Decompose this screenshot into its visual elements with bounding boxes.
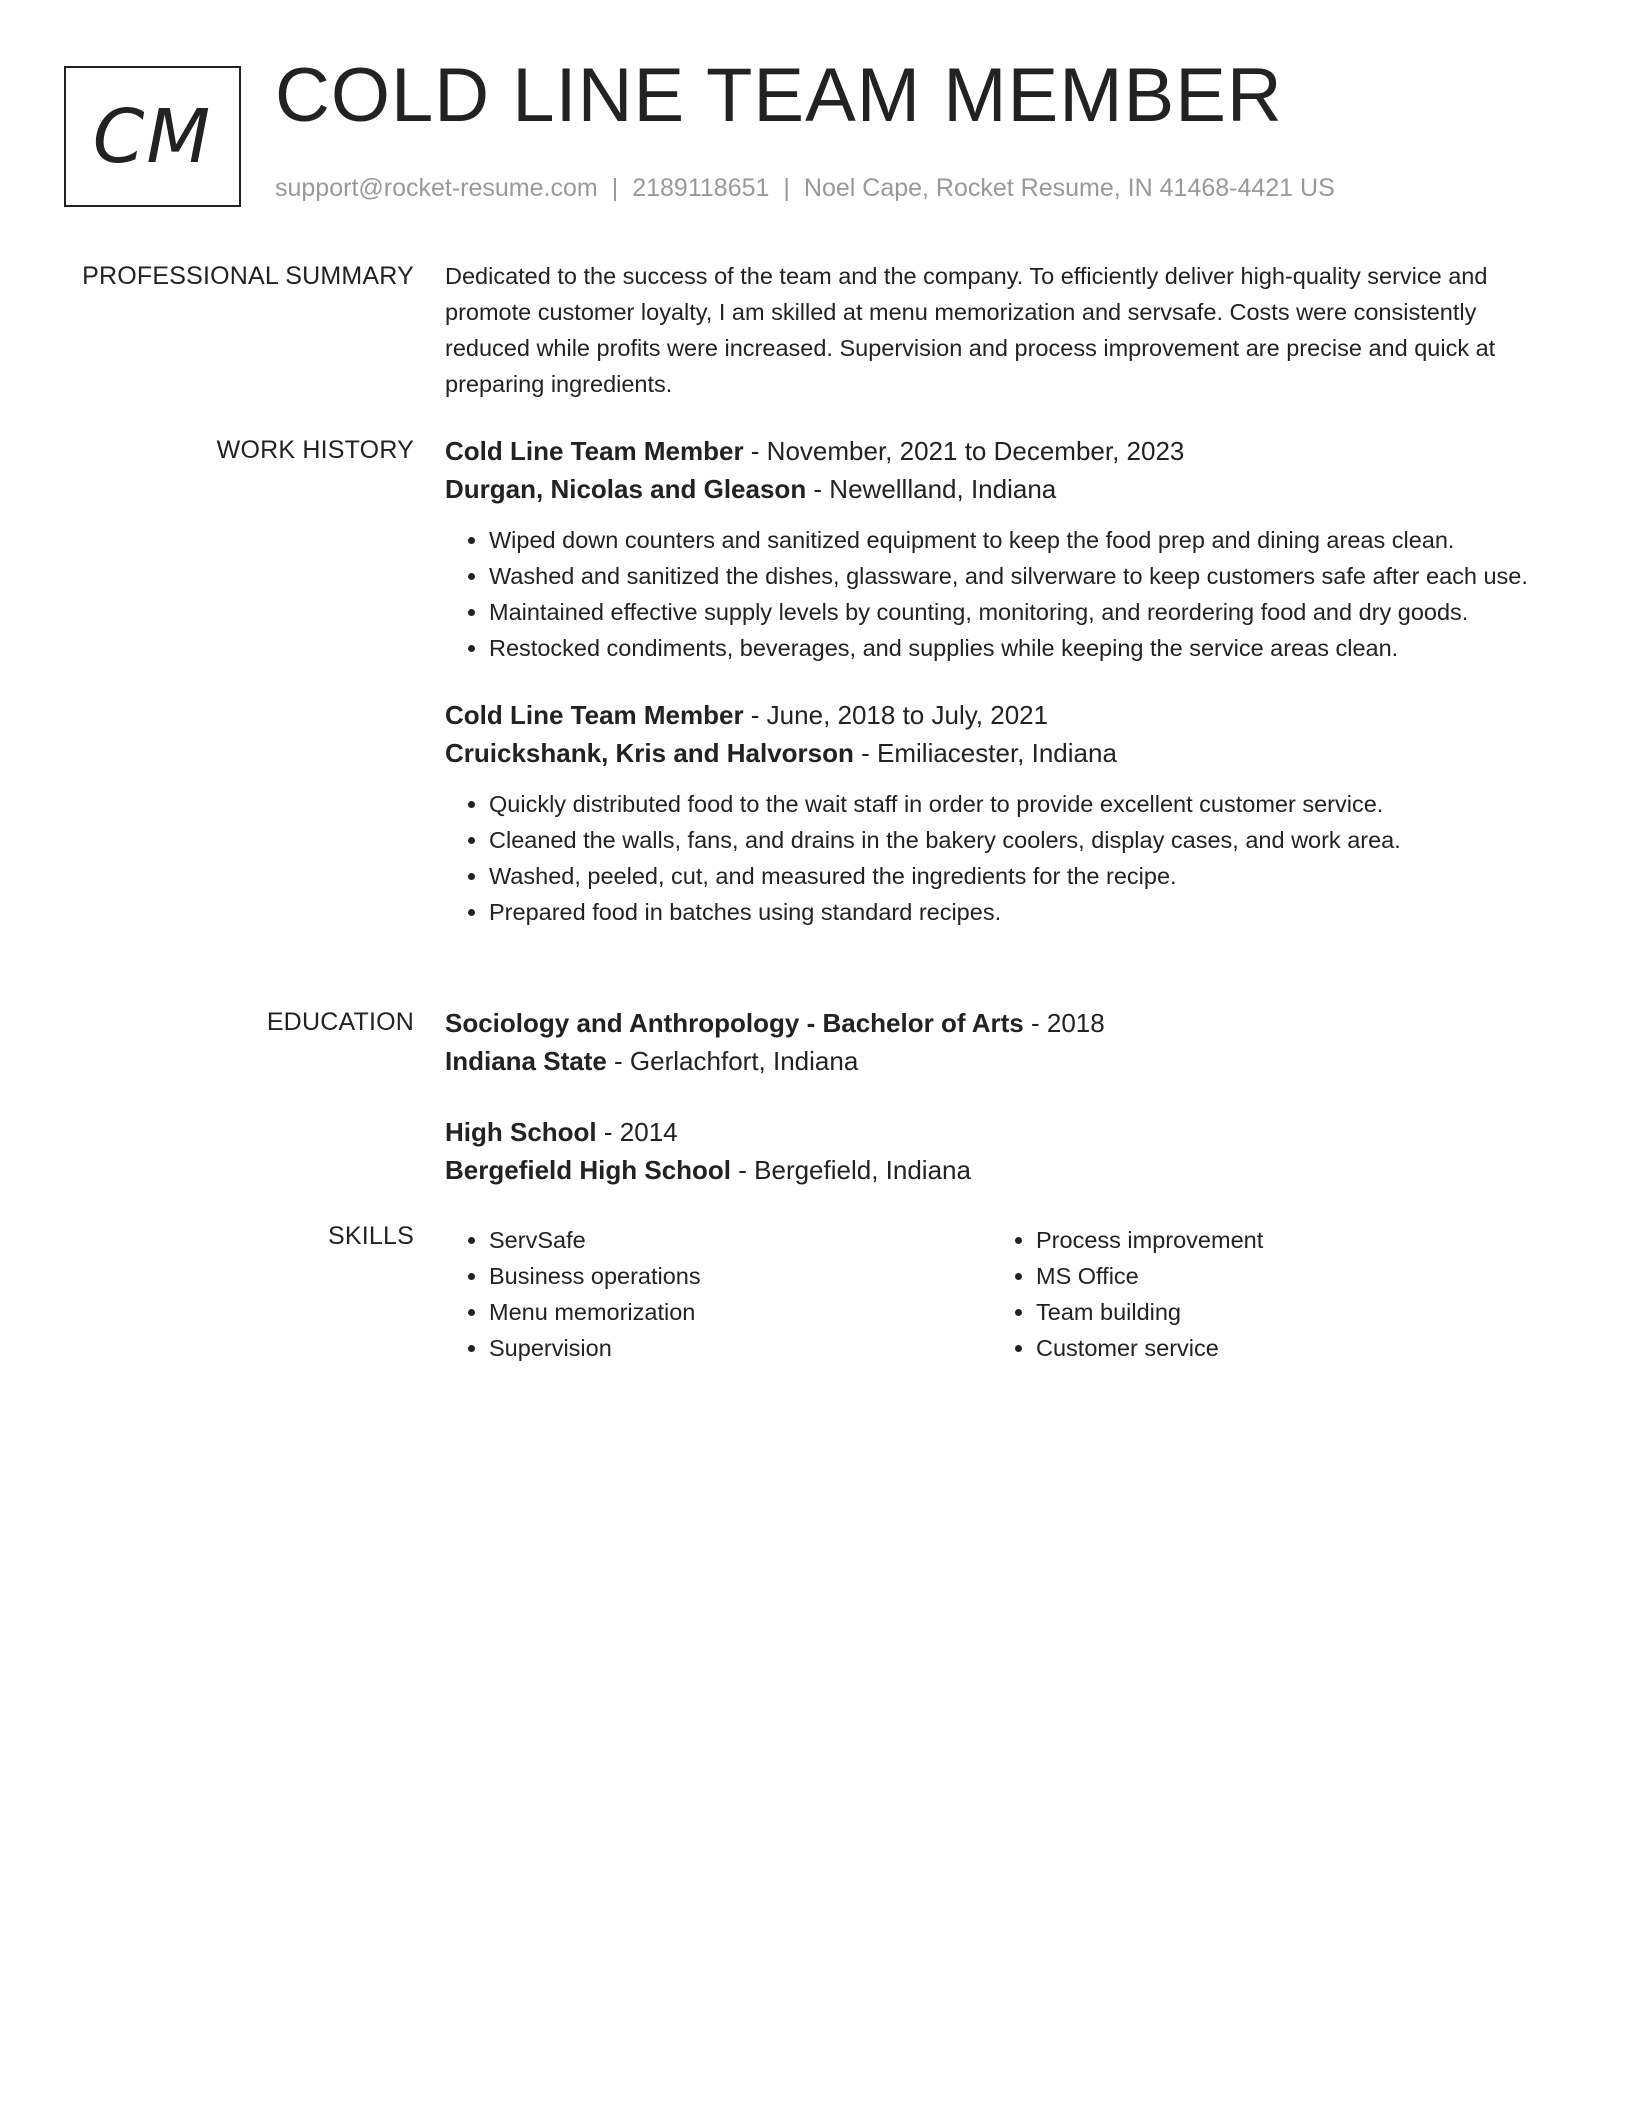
job-bullet: • Restocked condiments, beverages, and supplies while keeping the service areas clean.: [489, 630, 1560, 666]
skill-item: • Business operations: [489, 1258, 992, 1294]
education-degree-line: [445, 1113, 1560, 1151]
skills-body: [445, 1222, 1560, 1366]
job-bullet: • Washed, peeled, cut, and measured the ingredients for the recipe.: [489, 858, 1560, 894]
summary-text: Dedicated to the success of the team and the company. To efficiently deliver high-quality service and promote customer loyalty, I am skilled at menu memorization and servsafe. Costs were consistently reduced while profits were increased. Supervision and process improvement are precise and quick at preparing ingredients.: [445, 263, 1496, 397]
education-degree: High School: [445, 1117, 597, 1147]
education-school: Indiana State: [445, 1046, 607, 1076]
section-title-work-history: WORK HISTORY: [216, 436, 414, 464]
education-entry: [445, 1004, 1560, 1080]
education-location: - Bergefield, Indiana: [731, 1155, 971, 1185]
job-bullet: • Cleaned the walls, fans, and drains in the bakery coolers, display cases, and work area.: [489, 822, 1560, 858]
education-degree-line: [445, 1004, 1560, 1042]
skills-list-left: [445, 1222, 992, 1366]
skills-columns: [445, 1222, 1560, 1366]
job-role: Cold Line Team Member: [445, 700, 744, 730]
skill-item: • MS Office: [1036, 1258, 1539, 1294]
work-history-body: [445, 432, 1560, 930]
education-school-line: [445, 1042, 1560, 1080]
contact-line: [275, 176, 1335, 201]
job-dates: - November, 2021 to December, 2023: [743, 436, 1185, 466]
skill-item: • Team building: [1036, 1294, 1539, 1330]
contact-separator: |: [611, 174, 619, 202]
job-role: Cold Line Team Member: [445, 436, 744, 466]
education-body: [445, 1004, 1560, 1189]
section-title-education: EDUCATION: [266, 1008, 414, 1036]
contact-separator: |: [783, 174, 790, 202]
job-location: - Emiliacester, Indiana: [853, 738, 1117, 768]
skills-list-right: [992, 1222, 1539, 1366]
summary-body: [445, 258, 1560, 402]
skill-item: • Process improvement: [1036, 1222, 1539, 1258]
job-bullet: • Quickly distributed food to the wait staff in order to provide excellent customer service.: [489, 786, 1560, 822]
education-school: Bergefield High School: [445, 1155, 732, 1185]
job-entry: [445, 432, 1560, 666]
job-bullets: [445, 522, 1560, 666]
job-company: Cruickshank, Kris and Halvorson: [445, 738, 854, 768]
job-title-line: [445, 696, 1560, 734]
candidate-name: COLD LINE TEAM MEMBER: [275, 53, 1283, 138]
job-entry: [445, 696, 1560, 930]
contact-phone[interactable]: 2189118651: [632, 174, 770, 202]
monogram-box: [64, 66, 241, 207]
contact-email[interactable]: support@rocket-resume.com: [275, 174, 598, 202]
monogram-initials: CM: [92, 93, 213, 180]
education-entry: [445, 1113, 1560, 1189]
job-bullet: • Prepared food in batches using standard recipes.: [489, 894, 1560, 930]
job-bullets: [445, 786, 1560, 930]
job-bullet: • Wiped down counters and sanitized equipment to keep the food prep and dining areas clean.: [489, 522, 1560, 558]
job-title-line: [445, 432, 1560, 470]
section-title-skills: SKILLS: [328, 1222, 414, 1250]
education-location: - Gerlachfort, Indiana: [606, 1046, 859, 1076]
skill-item: • ServSafe: [489, 1222, 992, 1258]
section-title-summary: PROFESSIONAL SUMMARY: [82, 262, 414, 290]
education-year: - 2014: [596, 1117, 678, 1147]
job-company-line: [445, 470, 1560, 508]
job-company: Durgan, Nicolas and Gleason: [445, 474, 807, 504]
education-degree: Sociology and Anthropology - Bachelor of Arts: [445, 1008, 1024, 1038]
skill-item: • Menu memorization: [489, 1294, 992, 1330]
skill-item: • Customer service: [1036, 1330, 1539, 1366]
job-location: - Newellland, Indiana: [806, 474, 1057, 504]
job-company-line: [445, 734, 1560, 772]
education-year: - 2018: [1023, 1008, 1105, 1038]
job-dates: - June, 2018 to July, 2021: [743, 700, 1049, 730]
contact-address: Noel Cape, Rocket Resume, IN 41468-4421 US: [803, 174, 1335, 202]
job-bullet: • Maintained effective supply levels by counting, monitoring, and reordering food and dry goods.: [489, 594, 1560, 630]
job-bullet: • Washed and sanitized the dishes, glassware, and silverware to keep customers safe after each use.: [489, 558, 1560, 594]
education-school-line: [445, 1151, 1560, 1189]
skill-item: • Supervision: [489, 1330, 992, 1366]
